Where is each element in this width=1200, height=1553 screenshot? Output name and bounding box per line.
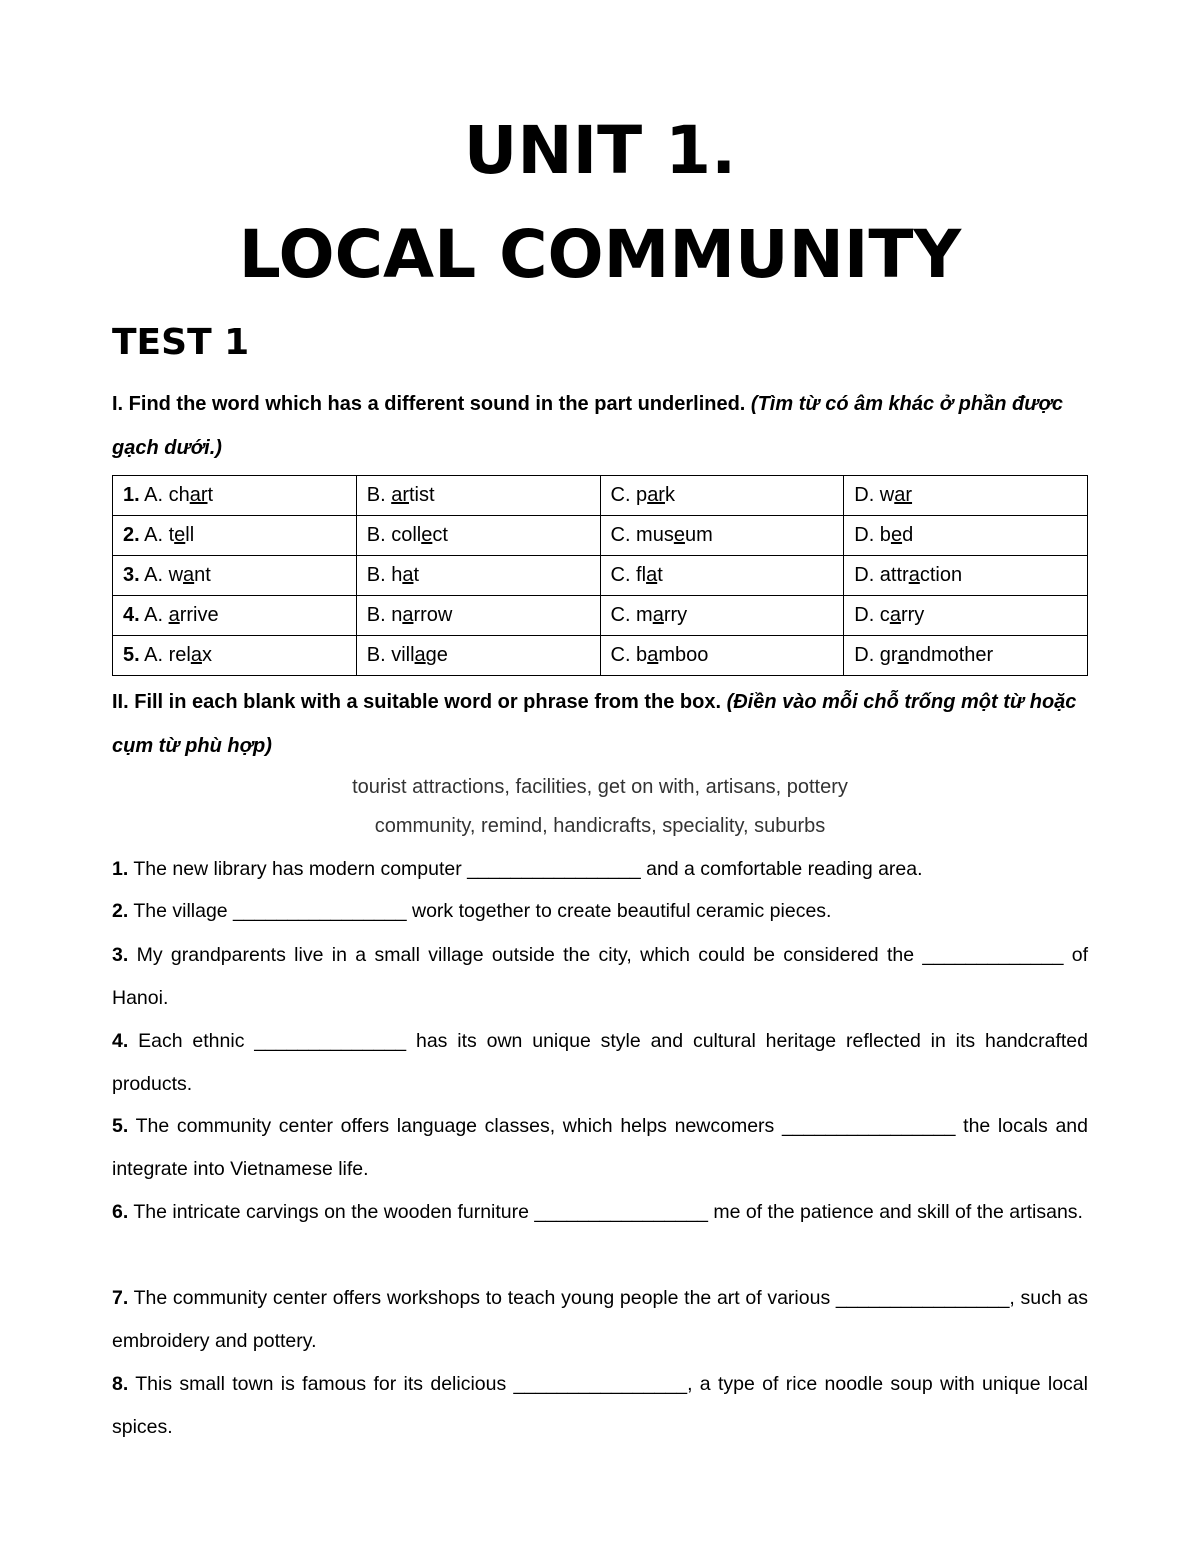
- option-text: D. b: [854, 524, 891, 546]
- option-text: t: [657, 564, 663, 586]
- option-text: ct: [432, 524, 448, 546]
- question-text: This small town is famous for its delicious ________________, a type of rice noodle soup with unique local spices.: [112, 1373, 1088, 1438]
- option-text: tist: [409, 484, 435, 506]
- option-text: k: [664, 484, 675, 506]
- section1-instruction-vi: (Tìm từ có âm khác ở phần được gạch dưới.): [112, 393, 1064, 459]
- row-number: 4.: [123, 604, 140, 626]
- question-5: [112, 1105, 1088, 1191]
- section2-instruction-en: II. Fill in each blank with a suitable word or phrase from the box.: [112, 691, 721, 713]
- underlined-part: a: [402, 564, 414, 586]
- option-cell-b: [356, 476, 600, 516]
- option-cell-d: [844, 516, 1088, 556]
- option-cell-a: [113, 476, 357, 516]
- underlined-part: ar: [647, 484, 665, 506]
- underlined-part: ar: [894, 484, 913, 506]
- option-text: B. h: [366, 564, 403, 586]
- option-text: A. w: [144, 564, 184, 586]
- option-cell-c: [600, 476, 844, 516]
- row-number: 5.: [123, 644, 140, 666]
- option-text: t: [413, 564, 420, 586]
- question-text: The new library has modern computer ________________ and a comfortable reading area.: [133, 858, 923, 880]
- pronunciation-row: [113, 516, 1088, 556]
- underlined-part: a: [646, 564, 658, 586]
- underlined-part: a: [889, 604, 901, 626]
- underlined-part: e: [890, 524, 903, 546]
- option-text: ge: [425, 644, 448, 666]
- question-text: The village ________________ work together to create beautiful ceramic pieces.: [133, 900, 832, 922]
- option-cell-a: [113, 556, 357, 596]
- underlined-part: e: [174, 524, 186, 546]
- option-text: ction: [919, 564, 963, 586]
- underlined-part: a: [168, 604, 180, 626]
- question-number: 8.: [112, 1373, 129, 1395]
- pronunciation-table: [112, 475, 1088, 676]
- question-text: My grandparents live in a small village outside the city, which could be considered the _____________ of Hanoi.: [112, 944, 1089, 1009]
- option-text: rry: [663, 604, 688, 626]
- option-text: A. ch: [144, 484, 190, 506]
- pronunciation-row: [113, 476, 1088, 516]
- option-text: B. n: [366, 604, 403, 626]
- option-cell-d: [844, 636, 1088, 676]
- question-number: 2.: [112, 900, 129, 922]
- section2-instruction: [112, 680, 1088, 768]
- section1-instruction: [112, 382, 1088, 470]
- option-cell-b: [356, 596, 600, 636]
- option-text: A. rel: [144, 644, 191, 666]
- option-text: A.: [144, 604, 169, 626]
- section1-instruction-en: I. Find the word which has a different sound in the part underlined.: [112, 393, 746, 415]
- option-text: C. b: [610, 644, 648, 666]
- option-text: B. coll: [366, 524, 422, 546]
- option-text: rrive: [179, 604, 219, 626]
- question-number: 7.: [112, 1287, 129, 1309]
- option-text: C. p: [610, 484, 648, 506]
- option-cell-c: [600, 556, 844, 596]
- question-text: The intricate carvings on the wooden furniture ________________ me of the patience and skill of the artisans.: [133, 1201, 1083, 1223]
- row-number: 1.: [123, 484, 140, 506]
- option-cell-a: [113, 516, 357, 556]
- option-text: um: [684, 524, 713, 546]
- underlined-part: a: [402, 604, 414, 626]
- option-text: C. fl: [610, 564, 647, 586]
- question-8: [112, 1363, 1088, 1449]
- question-1: [112, 848, 1088, 891]
- row-number: 2.: [123, 524, 140, 546]
- underlined-part: a: [414, 644, 426, 666]
- option-cell-c: [600, 516, 844, 556]
- underlined-part: a: [897, 644, 909, 666]
- option-text: D. gr: [854, 644, 898, 666]
- section2-instruction-vi: (Điền vào mỗi chỗ trống một từ hoặc cụm từ phù hợp): [112, 691, 1077, 757]
- word-box-line-1: tourist attractions, facilities, get on with, artisans, pottery: [352, 776, 848, 798]
- question-number: 5.: [112, 1115, 129, 1137]
- option-text: C. m: [610, 604, 653, 626]
- question-2: [112, 890, 1088, 933]
- option-cell-c: [600, 636, 844, 676]
- option-cell-b: [356, 636, 600, 676]
- option-text: B.: [366, 484, 392, 506]
- pronunciation-row: [113, 556, 1088, 596]
- option-text: C. mus: [610, 524, 674, 546]
- pronunciation-row: [113, 596, 1088, 636]
- option-text: rry: [900, 604, 925, 626]
- option-cell-d: [844, 596, 1088, 636]
- question-text: The community center offers language classes, which helps newcomers ________________ the locals and integrate into Vietnamese life.: [112, 1115, 1088, 1180]
- question-number: 3.: [112, 944, 129, 966]
- option-text: t: [207, 484, 214, 506]
- option-text: D. w: [854, 484, 895, 506]
- question-4: [112, 1020, 1088, 1106]
- question-number: 1.: [112, 858, 129, 880]
- option-text: ll: [185, 524, 195, 546]
- underlined-part: a: [652, 604, 664, 626]
- option-cell-c: [600, 596, 844, 636]
- option-cell-a: [113, 596, 357, 636]
- option-text: A. t: [144, 524, 175, 546]
- pronunciation-row: [113, 636, 1088, 676]
- underlined-part: ar: [391, 484, 409, 506]
- question-number: 6.: [112, 1201, 129, 1223]
- question-7: [112, 1277, 1088, 1363]
- option-text: ndmother: [908, 644, 994, 666]
- option-text: rrow: [413, 604, 453, 626]
- option-text: x: [201, 644, 212, 666]
- option-text: D. attr: [854, 564, 909, 586]
- option-cell-b: [356, 516, 600, 556]
- unit-title: UNIT 1.: [463, 112, 737, 189]
- option-text: B. vill: [366, 644, 415, 666]
- underlined-part: e: [421, 524, 433, 546]
- question-text: The community center offers workshops to teach young people the art of various ________________, such as embroidery and pottery.: [112, 1287, 1088, 1352]
- option-cell-b: [356, 556, 600, 596]
- word-box-line-2: community, remind, handicrafts, speciality, suburbs: [374, 815, 826, 837]
- underlined-part: a: [183, 564, 195, 586]
- option-text: nt: [194, 564, 211, 586]
- question-6: [112, 1191, 1088, 1234]
- question-3: [112, 934, 1088, 1020]
- underlined-part: a: [908, 564, 920, 586]
- row-number: 3.: [123, 564, 140, 586]
- question-number: 4.: [112, 1030, 129, 1052]
- option-text: d: [902, 524, 914, 546]
- question-text: Each ethnic ______________ has its own unique style and cultural heritage reflected in its handcrafted products.: [112, 1030, 1088, 1095]
- topic-title: LOCAL COMMUNITY: [238, 216, 962, 293]
- underlined-part: a: [190, 644, 202, 666]
- underlined-part: a: [647, 644, 659, 666]
- underlined-part: e: [673, 524, 685, 546]
- option-text: D. c: [854, 604, 890, 626]
- option-cell-d: [844, 556, 1088, 596]
- option-cell-a: [113, 636, 357, 676]
- underlined-part: ar: [189, 484, 208, 506]
- test-title: TEST 1: [112, 322, 250, 363]
- option-cell-d: [844, 476, 1088, 516]
- option-text: mboo: [658, 644, 709, 666]
